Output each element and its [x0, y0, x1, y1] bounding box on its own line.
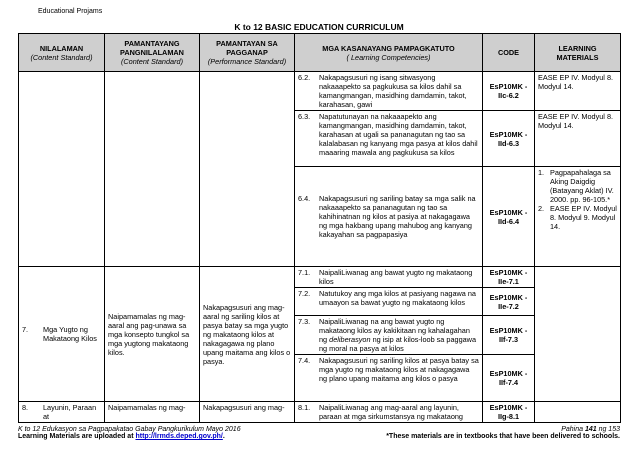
table-row	[19, 267, 621, 288]
materials-cell: EASE EP IV. Modyul 8. Modyul 14.	[535, 111, 621, 167]
performance-std-cell: Nakapagsusuri ang mag-	[200, 402, 295, 423]
table-header-row	[19, 34, 621, 72]
code-cell: EsP10MK -IIg-8.1	[483, 402, 535, 423]
competency-cell: 6.4. Nakapagsusuri ng sariling batay sa mga salik na nakaaapekto sa pananagutan ng tao sa kahihinatnan ng kilos at pasiya at nakagagawa ng mga hakbang upang mahubog ang kanyang kakayahan sa pagpapasiya	[295, 167, 483, 267]
table-row	[19, 72, 621, 111]
content-cell: 8. Layunin, Paraan at	[19, 402, 105, 423]
competency-cell: 7.4. Nakapagsusuri ng sariling kilos at pasya batay sa mga yugto ng makataong kilos at nakagagawa ng plano upang maitama ang kilos o pasya	[295, 355, 483, 402]
col-header-materials: LEARNING MATERIALS	[535, 34, 621, 72]
footer-guide-title: K to 12 Edukasyon sa Pagpapakatao Gabay Pangkurikulum Mayo 2016	[18, 426, 241, 433]
code-cell: EsP10MK -IId-6.4	[483, 167, 535, 267]
performance-std-cell-empty	[200, 72, 295, 267]
content-std-cell: Naipamamalas ng mag-aaral ang pag-unawa sa mga konsepto tungkol sa mga yugtong makataong kilos.	[105, 267, 200, 402]
footer-left: K to 12 Edukasyon sa Pagpapakatao Gabay Pangkurikulum Mayo 2016 Learning Materials are uploaded at http://lrmds.deped.gov.ph/.	[18, 426, 241, 440]
code-cell: EsP10MK -IIe-7.1	[483, 267, 535, 288]
competency-cell: 7.3. NaipaliLiwanag na ang bawat yugto ng makataong kilos ay kakikitaan ng kahalagahan ng deliberasyon ng isip at kilos-loob sa paggawa ng moral na pasya at kilos	[295, 316, 483, 355]
materials-cell	[535, 167, 621, 267]
materials-cell-empty	[535, 267, 621, 402]
document-title: K to 12 BASIC EDUCATION CURRICULUM	[234, 22, 404, 32]
col-header-code: CODE	[483, 34, 535, 72]
curriculum-table	[18, 33, 621, 423]
code-cell: EsP10MK -IIc-6.2	[483, 72, 535, 111]
code-cell: EsP10MK -IIe-7.2	[483, 288, 535, 316]
competency-cell: 8.1. NaipaliLiwanag ang mag-aaral ang layunin, paraan at mga sirkumstansya ng makataong	[295, 402, 483, 423]
footer-materials-note: *These materials are in textbooks that have been delivered to schools.	[386, 433, 620, 440]
header-org-text: Educational Projams	[38, 8, 103, 15]
col-header-content: NILALAMAN (Content Standard)	[19, 34, 105, 72]
footer-upload-text: Learning Materials are uploaded at	[18, 433, 136, 440]
competency-cell: 6.3. Napatutunayan na nakaaapekto ang kamangmangan, masidhing damdamin, takot, karahasan at ugali sa pananagutan ng tao sa kalalabasan ng kanyang mga pasya at kilos dahil maaaring mawala ang pagkukusa sa kilos	[295, 111, 483, 167]
content-cell-empty	[19, 72, 105, 267]
page-number: Pahina 141 ng 153	[561, 426, 620, 433]
competency-cell: 7.1. NaipaliLiwanag ang bawat yugto ng makataong kilos	[295, 267, 483, 288]
footer-right	[386, 426, 620, 440]
content-std-cell: Naipamamalas ng mag-	[105, 402, 200, 423]
content-std-cell-empty	[105, 72, 200, 267]
list-item: 2. EASE EP IV. Modyul 8. Modyul 9. Modyul 14.	[538, 204, 617, 231]
code-cell: EsP10MK -IIf-7.4	[483, 355, 535, 402]
materials-cell: EASE EP IV. Modyul 8. Modyul 14.	[535, 72, 621, 111]
table-row	[19, 402, 621, 423]
materials-cell-empty	[535, 402, 621, 423]
col-header-performance-standard: PAMANTAYAN SA PAGGANAP (Performance Standard)	[200, 34, 295, 72]
competency-cell: 7.2. Natutukoy ang mga kilos at pasiyang nagawa na umaayon sa bawat yugto ng makataong kilos	[295, 288, 483, 316]
code-cell: EsP10MK -IIf-7.3	[483, 316, 535, 355]
lrmds-link[interactable]: http://lrmds.deped.gov.ph/	[135, 433, 223, 440]
col-header-content-standard: PAMANTAYANG PANGNILALAMAN (Content Standard)	[105, 34, 200, 72]
content-cell: 7. Mga Yugto ng Makataong Kilos	[19, 267, 105, 402]
performance-std-cell: Nakapagsusuri ang mag-aaral ng sariling kilos at pasya batay sa mga yugto ng makataong kilos at nakagagawa ng plano upang maitama ang kilos o pasya.	[200, 267, 295, 402]
list-item: 1. Pagpapahalaga sa Aking Daigdig (Batayang Aklat) IV. 2000. pp. 96-105.*	[538, 168, 614, 204]
competency-cell: 6.2. Nakapagsusuri ng isang sitwasyong nakaaapekto sa pagkukusa sa kilos dahil sa kamangmangan, masidhing damdamin, takot, karahasan, gawi	[295, 72, 483, 111]
col-header-competencies: MGA KASANAYANG PAMPAGKATUTO ( Learning Competencies)	[295, 34, 483, 72]
code-cell: EsP10MK -IId-6.3	[483, 111, 535, 167]
